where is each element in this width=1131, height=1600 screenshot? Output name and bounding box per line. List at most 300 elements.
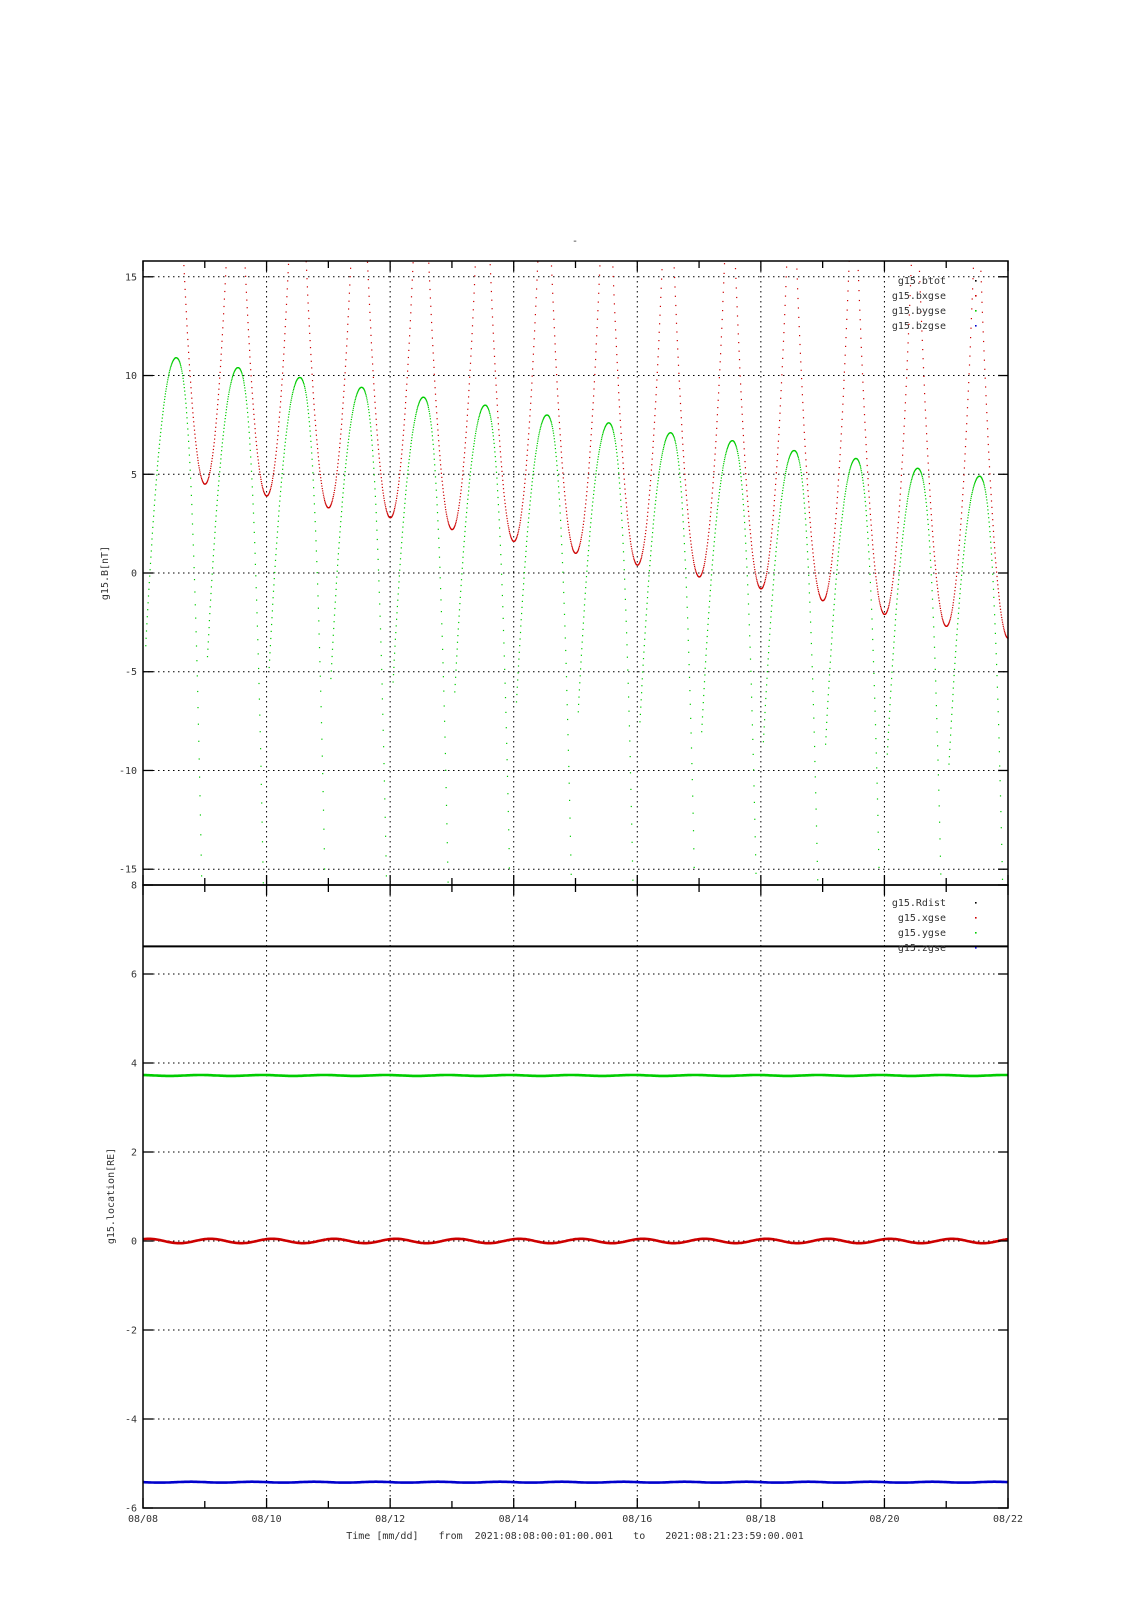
bxgse-point xyxy=(282,379,283,380)
bxgse-point xyxy=(286,311,287,312)
bxgse-point xyxy=(834,528,835,529)
bygse-point xyxy=(560,512,561,513)
bxgse-point xyxy=(313,398,314,399)
bygse-point xyxy=(532,481,533,482)
bxgse-point xyxy=(902,455,903,456)
bxgse-point xyxy=(371,349,372,350)
bxgse-point xyxy=(719,369,720,370)
bxgse-point xyxy=(621,439,622,440)
bxgse-point xyxy=(474,284,475,285)
bygse-point xyxy=(166,384,167,385)
bxgse-point xyxy=(713,471,714,472)
bygse-point xyxy=(147,616,148,617)
bygse-point xyxy=(664,442,665,443)
bxgse-point xyxy=(801,378,802,379)
bygse-point xyxy=(678,458,679,459)
bygse-point xyxy=(763,734,764,735)
bygse-point xyxy=(398,581,399,582)
bxgse-point xyxy=(188,358,189,359)
bygse-point xyxy=(337,565,338,566)
bygse-point xyxy=(461,579,462,580)
bxgse-point xyxy=(815,572,816,573)
bygse-point xyxy=(722,472,723,473)
bygse-point xyxy=(801,475,802,476)
bygse-point xyxy=(839,543,840,544)
bxgse-point xyxy=(569,532,570,533)
bxgse-point xyxy=(216,423,217,424)
bxgse-point xyxy=(214,439,215,440)
location-y-tick-label: -6 xyxy=(124,1503,137,1515)
bxgse-point xyxy=(904,410,905,411)
bxgse-point xyxy=(999,599,1000,600)
bygse-point xyxy=(646,608,647,609)
bygse-point xyxy=(877,815,878,816)
bxgse-point xyxy=(387,512,388,513)
bxgse-point xyxy=(519,527,520,528)
bxgse-point xyxy=(897,532,898,533)
bxgse-point xyxy=(933,541,934,542)
bygse-point xyxy=(288,414,289,415)
bxgse-point xyxy=(375,413,376,414)
bygse-point xyxy=(742,499,743,500)
bygse-point xyxy=(788,458,789,459)
bxgse-point xyxy=(1002,622,1003,623)
bxgse-point xyxy=(644,542,645,543)
bxgse-point xyxy=(221,341,222,342)
bxgse-point xyxy=(461,482,462,483)
bygse-point xyxy=(410,446,411,447)
bxgse-point xyxy=(411,296,412,297)
bxgse-point xyxy=(980,271,981,272)
bxgse-point xyxy=(943,622,944,623)
bxgse-point xyxy=(862,373,863,374)
bygse-point xyxy=(447,842,448,843)
bxgse-point xyxy=(707,545,708,546)
bygse-point xyxy=(677,452,678,453)
bygse-point xyxy=(724,459,725,460)
bygse-point xyxy=(150,563,151,564)
bygse-point xyxy=(519,645,520,646)
bxgse-point xyxy=(782,366,783,367)
bygse-point xyxy=(744,516,745,517)
bygse-point xyxy=(984,487,985,488)
bxgse-point xyxy=(413,262,414,263)
bygse-point xyxy=(348,436,349,437)
bxgse-point xyxy=(901,468,902,469)
bygse-point xyxy=(159,440,160,441)
bxgse-point xyxy=(908,342,909,343)
bygse-point xyxy=(522,595,523,596)
bygse-point xyxy=(908,496,909,497)
bygse-point xyxy=(601,441,602,442)
bygse-point xyxy=(602,434,603,435)
bxgse-point xyxy=(847,310,848,311)
bygse-point xyxy=(531,485,532,486)
bxgse-point xyxy=(494,363,495,364)
bygse-point xyxy=(535,456,536,457)
bxgse-point xyxy=(255,433,256,434)
bxgse-point xyxy=(255,428,256,429)
magnetic-field-legend-label: g15.bygse xyxy=(891,306,946,317)
bxgse-point xyxy=(619,413,620,414)
bxgse-point xyxy=(553,310,554,311)
bxgse-point xyxy=(437,424,438,425)
bxgse-point xyxy=(520,517,521,518)
bxgse-point xyxy=(321,483,322,484)
bygse-point xyxy=(1000,795,1001,796)
bxgse-point xyxy=(522,505,523,506)
bxgse-point xyxy=(908,333,909,334)
bxgse-point xyxy=(889,599,890,600)
bxgse-point xyxy=(455,522,456,523)
bygse-point xyxy=(321,706,322,707)
bygse-point xyxy=(704,688,705,689)
bxgse-point xyxy=(525,474,526,475)
bxgse-point xyxy=(345,366,346,367)
bxgse-point xyxy=(674,267,675,268)
bxgse-point xyxy=(379,462,380,463)
bxgse-point xyxy=(372,357,373,358)
bygse-point xyxy=(307,406,308,407)
bygse-point xyxy=(559,505,560,506)
bxgse-point xyxy=(584,518,585,519)
bygse-point xyxy=(194,579,195,580)
location-grid xyxy=(143,885,1008,1508)
bygse-point xyxy=(842,517,843,518)
magnetic-field-legend-label: g15.bxgse xyxy=(891,291,946,302)
bygse-point xyxy=(292,392,293,393)
bygse-point xyxy=(412,432,413,433)
bxgse-point xyxy=(938,597,939,598)
bygse-point xyxy=(433,453,434,454)
bygse-point xyxy=(345,471,346,472)
bygse-point xyxy=(622,527,623,528)
bxgse-point xyxy=(987,436,988,437)
bygse-point xyxy=(220,463,221,464)
bygse-point xyxy=(812,691,813,692)
bxgse-point xyxy=(935,565,936,566)
bygse-point xyxy=(579,689,580,690)
bygse-point xyxy=(231,379,232,380)
bxgse-point xyxy=(433,367,434,368)
bygse-point xyxy=(247,408,248,409)
bygse-point xyxy=(406,486,407,487)
bxgse-point xyxy=(524,487,525,488)
bygse-point xyxy=(840,532,841,533)
bygse-point xyxy=(429,416,430,417)
bygse-point xyxy=(721,475,722,476)
bygse-point xyxy=(711,569,712,570)
bygse-point xyxy=(207,649,208,650)
bygse-point xyxy=(998,737,999,738)
bygse-point xyxy=(746,567,747,568)
bygse-point xyxy=(968,515,969,516)
bxgse-point xyxy=(595,367,596,368)
bxgse-point xyxy=(194,426,195,427)
bygse-point xyxy=(278,521,279,522)
bygse-point xyxy=(851,465,852,466)
bygse-point xyxy=(170,367,171,368)
bxgse-point xyxy=(832,549,833,550)
bxgse-point xyxy=(743,435,744,436)
bxgse-point xyxy=(858,280,859,281)
bxgse-point xyxy=(597,310,598,311)
bxgse-point xyxy=(258,459,259,460)
bxgse-point xyxy=(274,467,275,468)
bxgse-point xyxy=(460,493,461,494)
bygse-point xyxy=(158,456,159,457)
bygse-point xyxy=(850,466,851,467)
bygse-point xyxy=(954,669,955,670)
bxgse-point xyxy=(784,323,785,324)
bxgse-point xyxy=(466,421,467,422)
bygse-point xyxy=(685,577,686,578)
bygse-point xyxy=(371,440,372,441)
bygse-point xyxy=(163,411,164,412)
bygse-point xyxy=(372,456,373,457)
bygse-point xyxy=(146,623,147,624)
bygse-point xyxy=(641,685,642,686)
bygse-point xyxy=(488,409,489,410)
bygse-point xyxy=(159,444,160,445)
bygse-point xyxy=(598,454,599,455)
bygse-point xyxy=(926,510,927,511)
bxgse-point xyxy=(344,379,345,380)
bxgse-point xyxy=(510,536,511,537)
bygse-point xyxy=(348,439,349,440)
bxgse-point xyxy=(447,518,448,519)
bxgse-point xyxy=(825,597,826,598)
bygse-point xyxy=(551,424,552,425)
bxgse-point xyxy=(562,472,563,473)
bxgse-point xyxy=(430,297,431,298)
bxgse-point xyxy=(735,268,736,269)
bxgse-point xyxy=(556,381,557,382)
bxgse-point xyxy=(756,579,757,580)
bygse-point xyxy=(435,470,436,471)
bxgse-point xyxy=(875,573,876,574)
bygse-point xyxy=(353,406,354,407)
bxgse-point xyxy=(860,319,861,320)
bxgse-point xyxy=(251,375,252,376)
bygse-point xyxy=(875,724,876,725)
bxgse-point xyxy=(805,459,806,460)
bygse-point xyxy=(365,392,366,393)
bxgse-point xyxy=(826,594,827,595)
bygse-point xyxy=(923,480,924,481)
bxgse-point xyxy=(966,423,967,424)
bygse-point xyxy=(209,627,210,628)
bxgse-point xyxy=(704,565,705,566)
bxgse-point xyxy=(340,438,341,439)
bygse-point xyxy=(907,498,908,499)
bygse-point xyxy=(961,570,962,571)
bxgse-point xyxy=(717,407,718,408)
bygse-point xyxy=(894,630,895,631)
bygse-point xyxy=(628,696,629,697)
bygse-point xyxy=(502,606,503,607)
bygse-point xyxy=(874,698,875,699)
bxgse-point xyxy=(404,424,405,425)
bxgse-point xyxy=(997,584,998,585)
x-tick-label: 08/14 xyxy=(498,1514,529,1525)
bxgse-point xyxy=(252,398,253,399)
bygse-point xyxy=(231,380,232,381)
bygse-point xyxy=(996,675,997,676)
bxgse-point xyxy=(768,563,769,564)
bxgse-point xyxy=(948,622,949,623)
bygse-point xyxy=(621,513,622,514)
bygse-point xyxy=(220,467,221,468)
bxgse-point xyxy=(534,330,535,331)
bygse-point xyxy=(661,457,662,458)
bxgse-point xyxy=(994,552,995,553)
bygse-point xyxy=(809,602,810,603)
bygse-point xyxy=(386,875,387,876)
bygse-point xyxy=(534,459,535,460)
bygse-point xyxy=(888,739,889,740)
bygse-point xyxy=(553,435,554,436)
bygse-point xyxy=(595,477,596,478)
bygse-point xyxy=(1000,780,1001,781)
bygse-point xyxy=(674,440,675,441)
bygse-point xyxy=(868,544,869,545)
bygse-point xyxy=(850,468,851,469)
bxgse-point xyxy=(253,404,254,405)
bygse-point xyxy=(983,481,984,482)
bxgse-point xyxy=(693,562,694,563)
bxgse-point xyxy=(396,500,397,501)
bygse-point xyxy=(930,560,931,561)
bxgse-point xyxy=(626,507,627,508)
bygse-point xyxy=(655,500,656,501)
bygse-point xyxy=(833,615,834,616)
bxgse-point xyxy=(525,479,526,480)
bygse-point xyxy=(813,704,814,705)
bxgse-point xyxy=(555,359,556,360)
bygse-point xyxy=(985,489,986,490)
bygse-point xyxy=(335,595,336,596)
bxgse-point xyxy=(934,551,935,552)
bygse-point xyxy=(474,440,475,441)
bygse-point xyxy=(184,387,185,388)
bygse-point xyxy=(353,408,354,409)
bygse-point xyxy=(974,484,975,485)
bygse-point xyxy=(714,537,715,538)
bygse-point xyxy=(475,435,476,436)
bxgse-point xyxy=(319,464,320,465)
bygse-point xyxy=(311,447,312,448)
bxgse-point xyxy=(555,351,556,352)
bxgse-point xyxy=(702,570,703,571)
bxgse-point xyxy=(584,514,585,515)
bygse-point xyxy=(720,480,721,481)
bxgse-point xyxy=(246,300,247,301)
bxgse-point xyxy=(407,377,408,378)
bxgse-point xyxy=(566,514,567,515)
bygse-point xyxy=(809,592,810,593)
bygse-point xyxy=(260,766,261,767)
bxgse-point xyxy=(737,315,738,316)
bxgse-point xyxy=(797,288,798,289)
bxgse-point xyxy=(404,414,405,415)
bxgse-point xyxy=(842,411,843,412)
bygse-point xyxy=(438,529,439,530)
bxgse-point xyxy=(405,396,406,397)
bxgse-point xyxy=(250,369,251,370)
bxgse-point xyxy=(185,304,186,305)
bxgse-point xyxy=(473,309,474,310)
bygse-point xyxy=(599,449,600,450)
bygse-point xyxy=(521,619,522,620)
bygse-point xyxy=(382,714,383,715)
bxgse-point xyxy=(751,541,752,542)
bxgse-point xyxy=(567,521,568,522)
bxgse-point xyxy=(308,302,309,303)
bygse-point xyxy=(378,569,379,570)
bygse-point xyxy=(552,428,553,429)
bygse-point xyxy=(499,536,500,537)
bxgse-point xyxy=(562,462,563,463)
bxgse-point xyxy=(523,491,524,492)
bygse-point xyxy=(366,396,367,397)
bxgse-point xyxy=(757,582,758,583)
bygse-point xyxy=(520,638,521,639)
bxgse-point xyxy=(464,452,465,453)
bygse-point xyxy=(716,513,717,514)
bxgse-point xyxy=(840,454,841,455)
bygse-point xyxy=(939,805,940,806)
bygse-point xyxy=(612,428,613,429)
bygse-point xyxy=(658,474,659,475)
bxgse-point xyxy=(954,596,955,597)
to-label: to xyxy=(633,1531,646,1542)
bygse-point xyxy=(472,458,473,459)
bxgse-point xyxy=(558,416,559,417)
bxgse-point xyxy=(385,504,386,505)
bxgse-point xyxy=(962,494,963,495)
bxgse-point xyxy=(970,328,971,329)
bxgse-point xyxy=(626,511,627,512)
bxgse-point xyxy=(335,482,336,483)
bygse-point xyxy=(812,666,813,667)
bxgse-point xyxy=(661,288,662,289)
bxgse-point xyxy=(928,470,929,471)
bxgse-point xyxy=(409,335,410,336)
bxgse-point xyxy=(674,286,675,287)
bygse-point xyxy=(842,511,843,512)
bygse-point xyxy=(806,537,807,538)
bxgse-point xyxy=(432,338,433,339)
bygse-point xyxy=(912,475,913,476)
bygse-point xyxy=(443,691,444,692)
bygse-point xyxy=(197,707,198,708)
bygse-point xyxy=(750,659,751,660)
bxgse-point xyxy=(277,439,278,440)
bxgse-point xyxy=(251,381,252,382)
bygse-point xyxy=(805,518,806,519)
bygse-point xyxy=(156,475,157,476)
bxgse-point xyxy=(349,293,350,294)
bygse-point xyxy=(778,523,779,524)
bxgse-point xyxy=(818,592,819,593)
bxgse-point xyxy=(569,537,570,538)
bygse-point xyxy=(825,736,826,737)
bxgse-point xyxy=(220,372,221,373)
bxgse-point xyxy=(463,462,464,463)
bygse-point xyxy=(463,551,464,552)
bxgse-point xyxy=(838,479,839,480)
